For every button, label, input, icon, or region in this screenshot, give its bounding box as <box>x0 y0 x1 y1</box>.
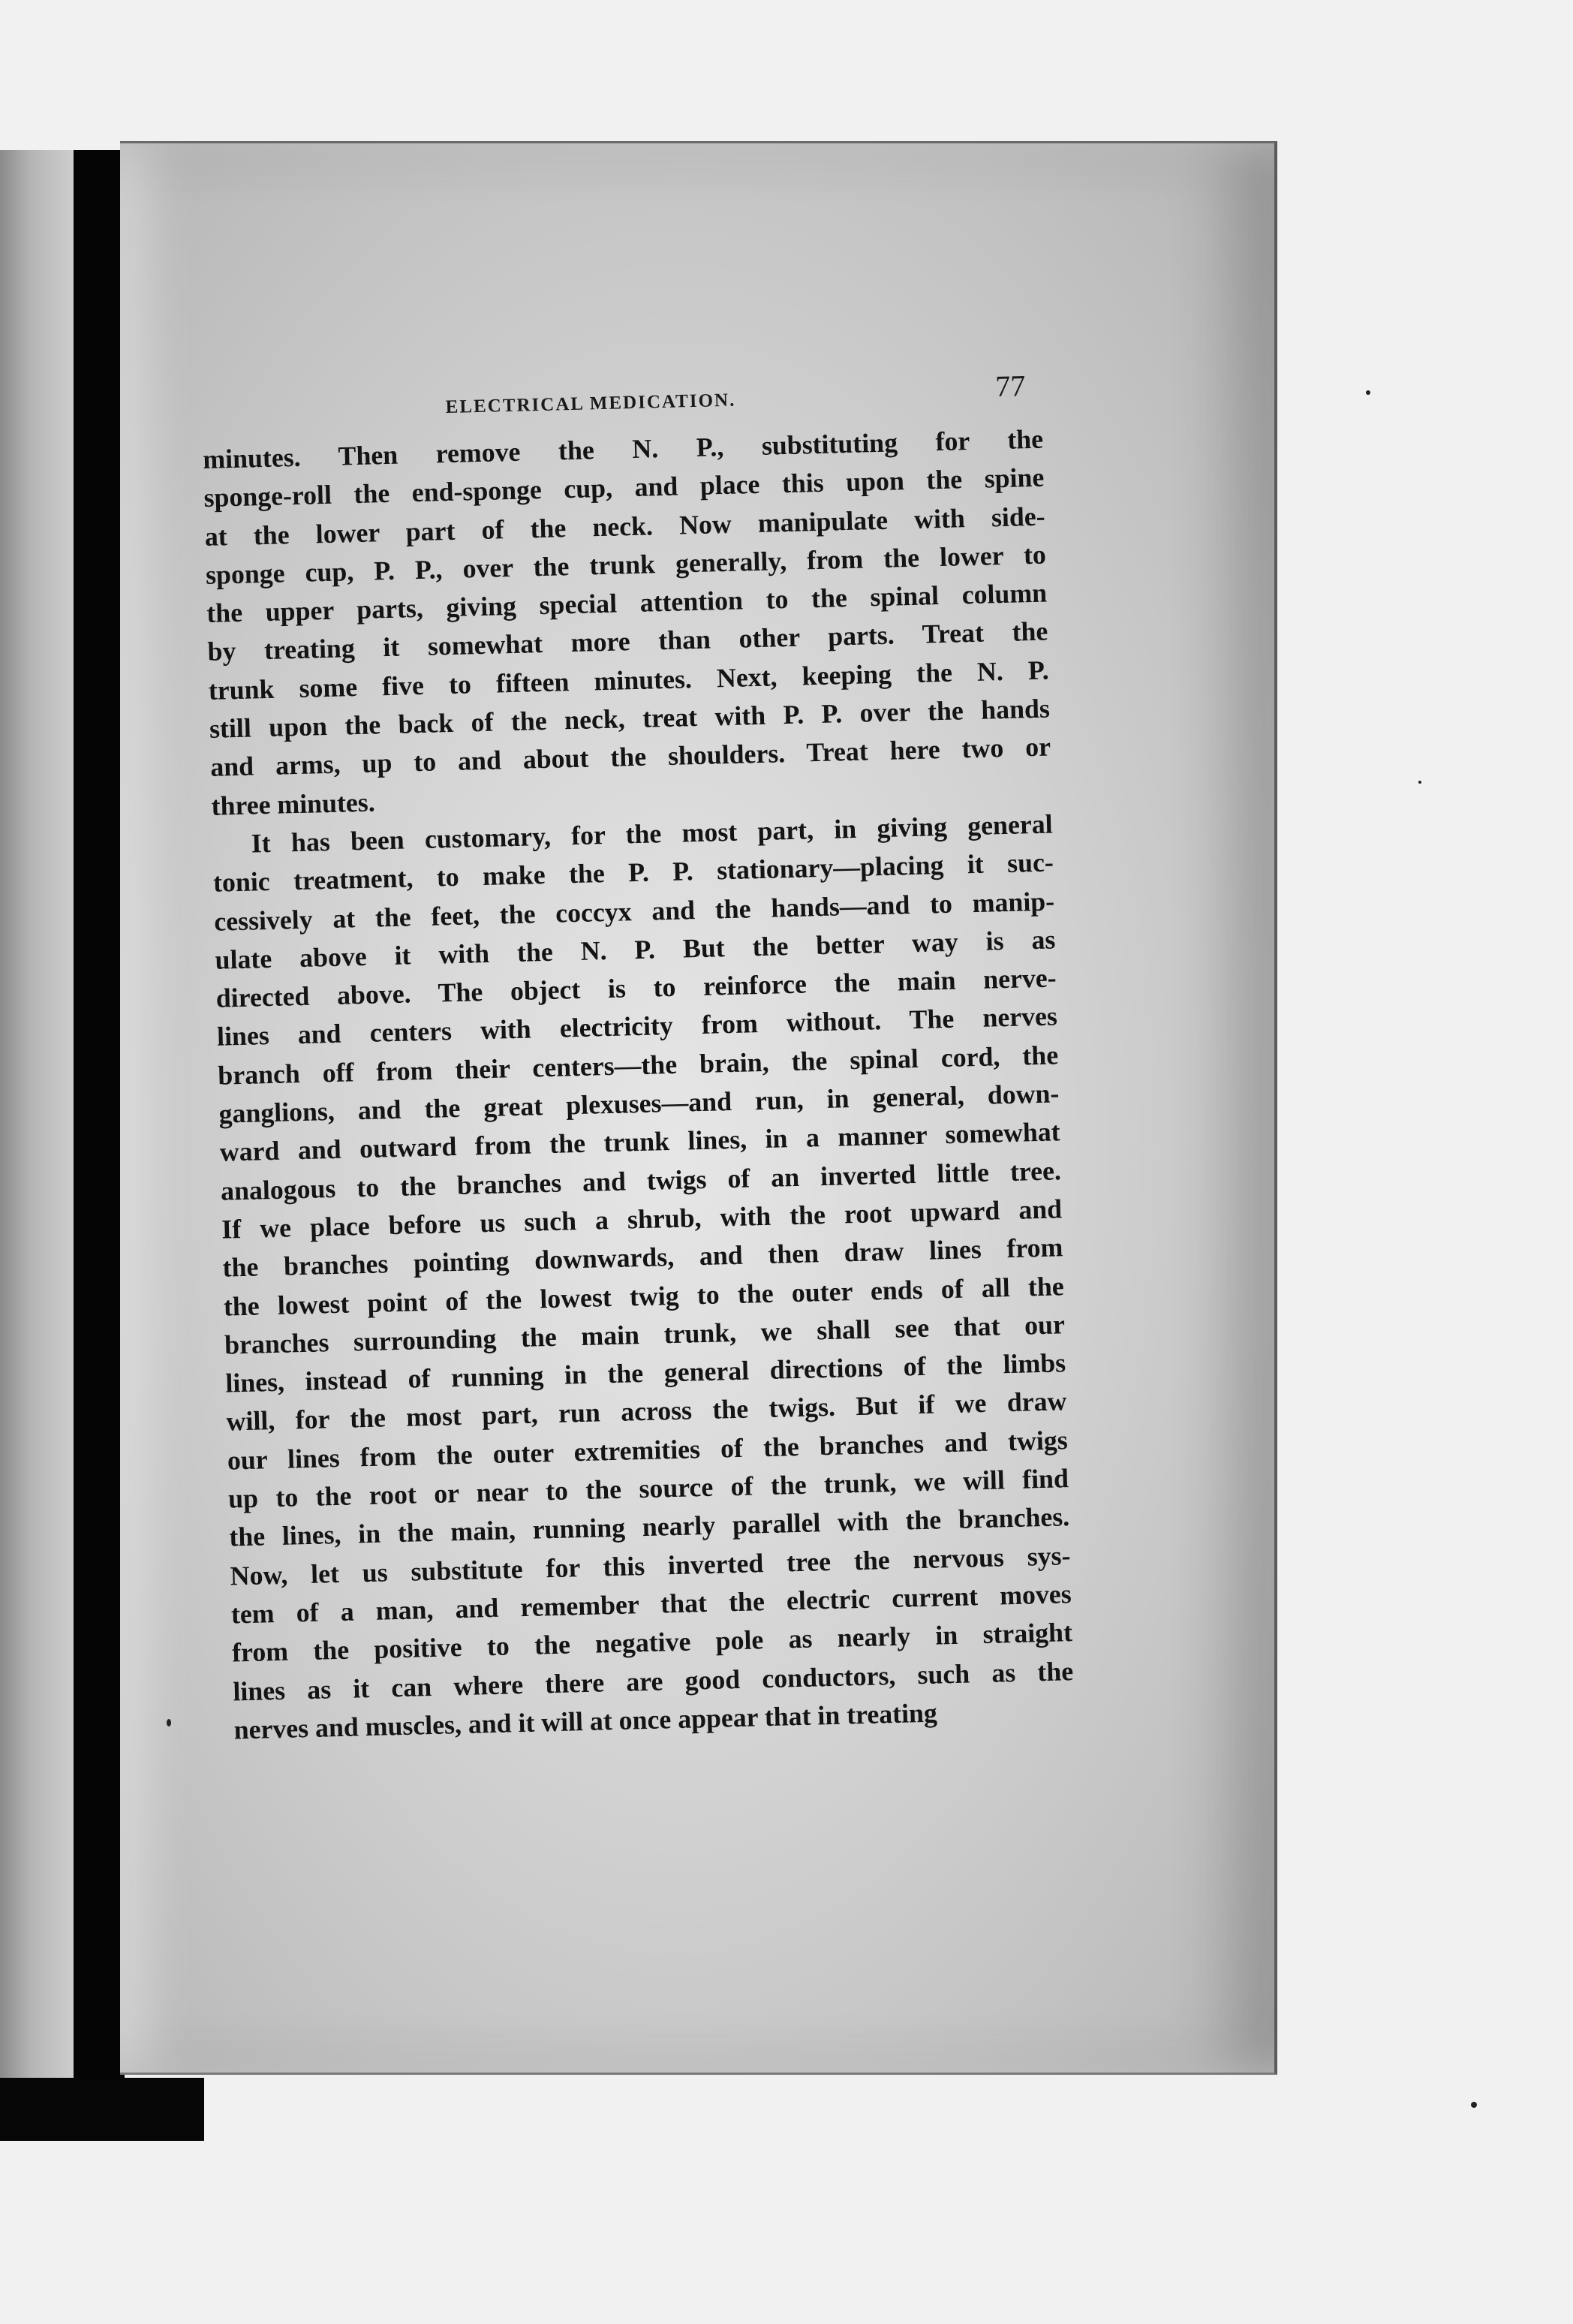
scan-border-bar <box>0 2078 204 2141</box>
text-line: nerves and muscles, and it will at once appear that in treating <box>233 1697 938 1745</box>
text-line: tonic treatment, to make the P. P. stationary—placing it suc- <box>212 847 1054 899</box>
text-line: It has been customary, for the most part, in giving general <box>251 808 1054 859</box>
paragraph <box>212 805 1075 1749</box>
dust-speck <box>167 1719 171 1726</box>
text-line: ulate above it with the N. P. But the better way is as <box>215 924 1056 975</box>
text-line: ward and outward from the trunk lines, in a manner somewhat <box>219 1116 1061 1168</box>
text-line: our lines from the outer extremities of the branches and twigs <box>227 1424 1069 1476</box>
text-line: sponge-roll the end-sponge cup, and place this upon the spine <box>203 462 1045 513</box>
text-line: from the positive to the negative pole as nearly in straight <box>231 1617 1073 1668</box>
dust-speck <box>1418 781 1421 784</box>
text-line: sponge cup, P. P., over the trunk generally, from the lower to <box>205 539 1047 590</box>
text-line: cessively at the feet, the coccyx and the hands—and to manip- <box>213 885 1055 937</box>
text-line: branch off from their centers—the brain, the spinal cord, the <box>217 1040 1059 1091</box>
text-line: If we place before us such a shrub, with the root upward and <box>221 1194 1063 1245</box>
dust-speck <box>1471 2102 1477 2108</box>
text-line: minutes. Then remove the N. P., substituting for the <box>202 423 1044 474</box>
text-line: lines and centers with electricity from without. The nerves <box>216 1001 1058 1052</box>
text-line: and arms, up to and about the shoulders. Treat here two or <box>209 731 1051 783</box>
text-line: trunk some five to fifteen minutes. Next, keeping the N. P. <box>208 655 1049 706</box>
page-content <box>201 368 1075 1750</box>
dust-speck <box>1366 390 1370 395</box>
body-text <box>203 420 1075 1750</box>
page-number: 77 <box>994 369 1026 404</box>
text-line: by treating it somewhat more than other parts. Treat the <box>207 616 1048 667</box>
text-line: ganglions, and the great plexuses—and run, in general, down- <box>218 1078 1060 1129</box>
text-line: lines, instead of running in the general directions of the limbs <box>224 1347 1066 1398</box>
previous-page-edge <box>0 150 75 2079</box>
text-line: branches surrounding the main trunk, we shall see that our <box>224 1309 1066 1360</box>
text-line: the branches pointing downwards, and then draw lines from <box>222 1232 1063 1283</box>
text-line: three minutes. <box>211 787 376 821</box>
text-line: at the lower part of the neck. Now manipulate with side- <box>204 501 1045 552</box>
text-line: lines as it can where there are good conductors, such as the <box>232 1655 1074 1706</box>
text-line: Now, let us substitute for this inverted tree the nervous sys- <box>230 1540 1071 1591</box>
running-head: ELECTRICAL MEDICATION. <box>445 390 736 418</box>
text-line: tem of a man, and remember that the electric current moves <box>230 1579 1072 1630</box>
text-line: analogous to the branches and twigs of an inverted little tree. <box>220 1154 1062 1206</box>
text-line: the lines, in the main, running nearly parallel with the branches. <box>228 1501 1070 1552</box>
book-page <box>120 141 1277 2075</box>
text-line: directed above. The object is to reinforce the main nerve- <box>215 962 1057 1013</box>
text-line: the upper parts, giving special attention to the spinal column <box>206 577 1048 629</box>
text-line: will, for the most part, run across the twigs. But if we draw <box>226 1386 1067 1437</box>
paragraph <box>203 420 1052 826</box>
text-line: the lowest point of the lowest twig to the outer ends of all the <box>223 1270 1065 1322</box>
text-line: up to the root or near to the source of the trunk, we will find <box>227 1463 1069 1514</box>
text-line: still upon the back of the neck, treat with P. P. over the hands <box>209 693 1051 744</box>
book-gutter <box>74 150 125 2094</box>
